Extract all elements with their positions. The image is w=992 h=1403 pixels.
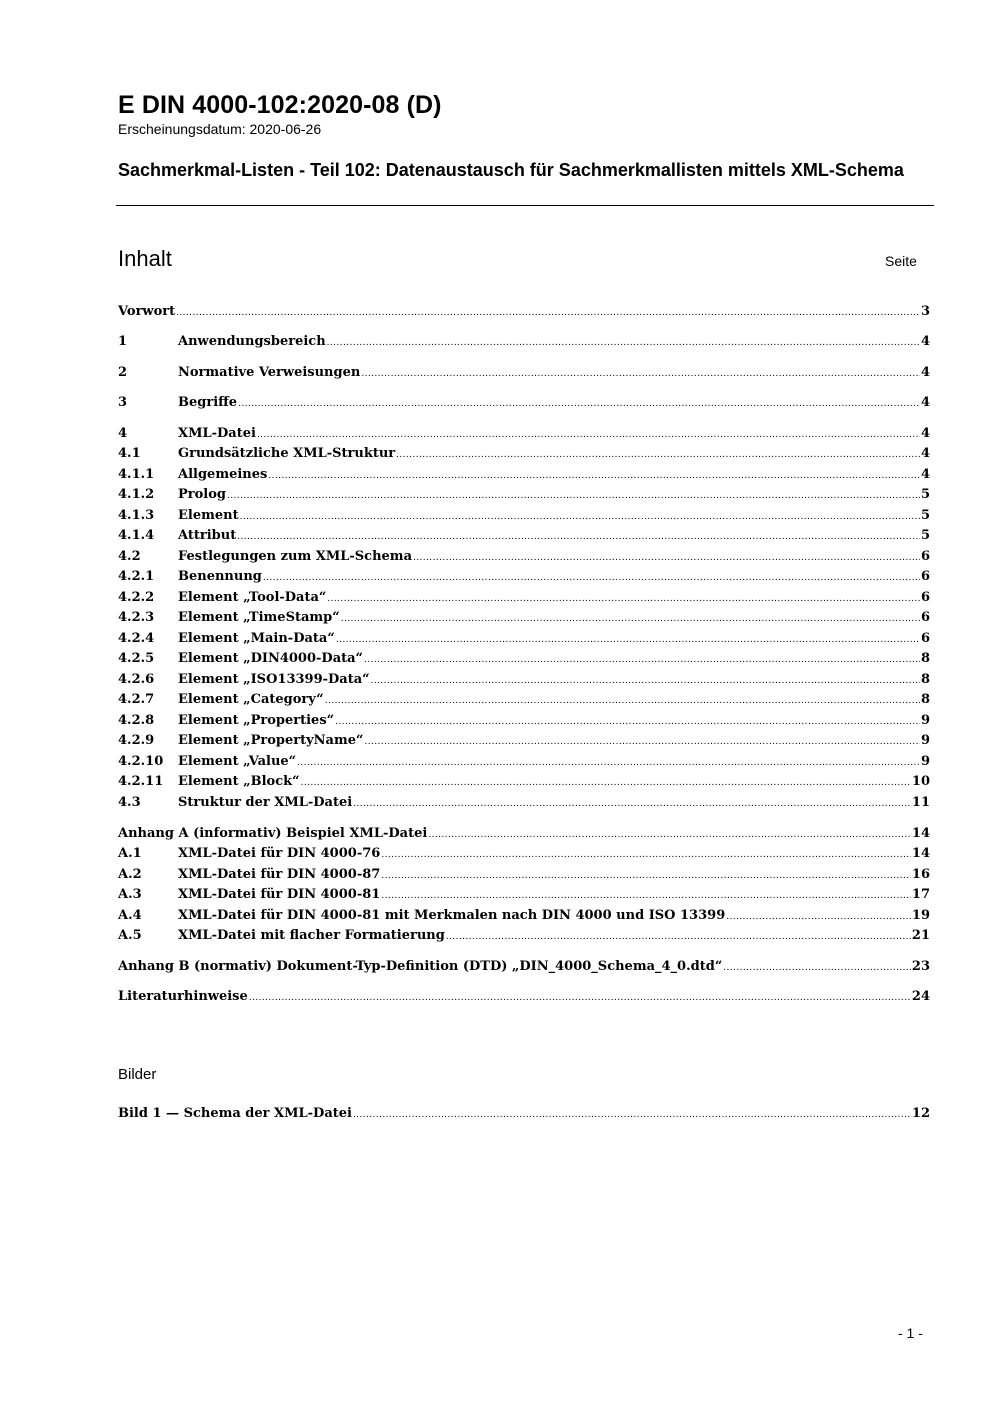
toc-entry[interactable] <box>118 794 930 812</box>
toc-entry-page: 9 <box>920 713 930 728</box>
toc-leader-dots <box>353 795 911 813</box>
toc-entry-title: Vorwort <box>118 304 176 319</box>
toc-entry-page: 6 <box>920 569 930 584</box>
toc-entry-page: 3 <box>920 304 930 319</box>
toc-entry-title: Element „DIN4000-Data“ <box>178 651 364 666</box>
toc-entry-title: Element „ISO13399-Data“ <box>178 672 370 687</box>
toc-entry-title: Element „TimeStamp“ <box>178 610 340 625</box>
toc-entry[interactable] <box>118 712 930 730</box>
toc-entry-title: XML-Datei für DIN 4000-81 mit Merkmalen nach DIN 4000 und ISO 13399 <box>178 908 726 923</box>
footer-page-number: - 1 - <box>898 1325 923 1341</box>
toc-entry-page: 4 <box>920 446 930 461</box>
toc-entry-page: 4 <box>920 334 930 349</box>
toc-entry-title: Normative Verweisungen <box>178 365 361 380</box>
toc-entry-page: 21 <box>911 928 930 943</box>
toc-leader-dots <box>361 365 920 383</box>
toc-entry-page: 5 <box>920 508 930 523</box>
toc-entry-page: 5 <box>920 487 930 502</box>
toc-entry[interactable] <box>118 988 930 1006</box>
toc-entry-title: Element „PropertyName“ <box>178 733 364 748</box>
toc-entry-title: Attribut <box>178 528 237 543</box>
toc-entry-page: 6 <box>920 549 930 564</box>
toc-entry-title: Begriffe <box>178 395 238 410</box>
toc-entry-number: 3 <box>118 395 128 410</box>
toc-entry-page: 6 <box>920 590 930 605</box>
toc-leader-dots <box>176 304 920 322</box>
toc-entry-title: Festlegungen zum XML-Schema <box>178 549 412 564</box>
toc-entry-title: Allgemeines <box>178 467 268 482</box>
toc-entry-title: Benennung <box>178 569 262 584</box>
toc-entry[interactable] <box>118 1105 930 1123</box>
toc-entry-page: 9 <box>920 754 930 769</box>
toc-leader-dots <box>381 867 911 885</box>
toc-entry-page: 11 <box>911 795 930 810</box>
toc-leader-dots <box>240 508 920 526</box>
toc-leader-dots <box>364 651 920 669</box>
toc-leader-dots <box>396 446 920 464</box>
toc-leader-dots <box>325 692 920 710</box>
toc-leader-dots <box>237 528 920 546</box>
toc-entry[interactable] <box>118 303 930 321</box>
toc-entry-page: 23 <box>911 959 930 974</box>
toc-entry[interactable] <box>118 589 930 607</box>
toc-entry[interactable] <box>118 548 930 566</box>
toc-leader-dots <box>371 672 920 690</box>
toc-entry-title: Grundsätzliche XML-Struktur <box>178 446 396 461</box>
toc-entry[interactable] <box>118 671 930 689</box>
toc-leader-dots <box>353 1106 911 1124</box>
toc-entry[interactable] <box>118 886 930 904</box>
toc-entry-title: Anhang B (normativ) Dokument-Typ-Definition (DTD) „DIN_4000_Schema_4_0.dtd“ <box>118 959 723 974</box>
toc-entry-number: 4.2.2 <box>118 590 155 605</box>
toc-entry[interactable] <box>118 825 930 843</box>
toc-leader-dots <box>335 713 920 731</box>
toc-entry-page: 4 <box>920 365 930 380</box>
toc-leader-dots <box>381 887 911 905</box>
toc-entry-number: 4.2.5 <box>118 651 155 666</box>
toc-entry-title: Struktur der XML-Datei <box>178 795 353 810</box>
toc-entry-title: XML-Datei <box>178 426 256 441</box>
toc-entry-number: 4.2.7 <box>118 692 155 707</box>
toc-entry-number: 4.3 <box>118 795 141 810</box>
toc-entry[interactable] <box>118 527 930 545</box>
toc-entry-number: 4.1.2 <box>118 487 155 502</box>
toc-entry-number: 4.2.10 <box>118 754 164 769</box>
toc-entry-page: 14 <box>911 826 930 841</box>
toc-entry[interactable] <box>118 609 930 627</box>
toc-entry-title: Element „Category“ <box>178 692 324 707</box>
header-rule <box>116 205 934 206</box>
toc-entry-number: 4 <box>118 426 128 441</box>
toc-entry-title: XML-Datei für DIN 4000-76 <box>178 846 381 861</box>
toc-entry-number: 4.2.11 <box>118 774 164 789</box>
toc-entry-page: 16 <box>911 867 930 882</box>
toc-entry[interactable] <box>118 691 930 709</box>
toc-entry-page: 19 <box>911 908 930 923</box>
toc-entry-title: XML-Datei für DIN 4000-81 <box>178 887 381 902</box>
toc-entry-page: 8 <box>920 651 930 666</box>
toc-entry-number: 4.2.9 <box>118 733 155 748</box>
toc-leader-dots <box>249 989 911 1007</box>
document-subtitle: Sachmerkmal-Listen - Teil 102: Datenaustausch für Sachmerkmallisten mittels XML-Schema <box>118 160 904 180</box>
toc-entry-title: Bild 1 — Schema der XML-Datei <box>118 1106 352 1121</box>
toc-leader-dots <box>726 908 911 926</box>
toc-entry-title: Element „Tool-Data“ <box>178 590 327 605</box>
toc-leader-dots <box>263 569 920 587</box>
toc-entry[interactable] <box>118 630 930 648</box>
toc-entry-number: 4.1 <box>118 446 141 461</box>
toc-leader-dots <box>268 467 920 485</box>
toc-entry-title: XML-Datei mit flacher Formatierung <box>178 928 445 943</box>
toc-entry-page: 4 <box>920 395 930 410</box>
toc-entry-title: Element „Properties“ <box>178 713 335 728</box>
toc-entry-number: A.3 <box>118 887 142 902</box>
toc-entry[interactable] <box>118 445 930 463</box>
toc-entry-number: 4.2.3 <box>118 610 155 625</box>
toc-entry-title: Anhang A (informativ) Beispiel XML-Datei <box>118 826 428 841</box>
toc-entry-number: 4.2 <box>118 549 141 564</box>
toc-leader-dots <box>428 826 911 844</box>
toc-entry-number: 4.1.3 <box>118 508 155 523</box>
toc-entry-page: 10 <box>911 774 930 789</box>
page-column-label: Seite <box>885 253 917 269</box>
toc-entry[interactable] <box>118 958 930 976</box>
toc-entry[interactable] <box>118 394 930 412</box>
toc-entry[interactable] <box>118 732 930 750</box>
toc-entry[interactable] <box>118 466 930 484</box>
toc-entry-number: 4.2.1 <box>118 569 155 584</box>
toc-entry[interactable] <box>118 507 930 525</box>
toc-entry[interactable] <box>118 907 930 925</box>
toc-entry-title: Literaturhinweise <box>118 989 248 1004</box>
toc-entry[interactable] <box>118 866 930 884</box>
toc-entry-page: 9 <box>920 733 930 748</box>
toc-entry-number: 2 <box>118 365 128 380</box>
toc-entry[interactable] <box>118 927 930 945</box>
toc-entry-page: 4 <box>920 426 930 441</box>
toc-entry-page: 6 <box>920 631 930 646</box>
toc-entry[interactable] <box>118 333 930 351</box>
toc-entry[interactable] <box>118 650 930 668</box>
toc-entry-page: 14 <box>911 846 930 861</box>
toc-entry-title: Prolog <box>178 487 226 502</box>
toc-entry[interactable] <box>118 568 930 586</box>
toc-entry-title: Anwendungsbereich <box>178 334 326 349</box>
toc-entry-page: 6 <box>920 610 930 625</box>
toc-leader-dots <box>364 733 919 751</box>
publication-date: Erscheinungsdatum: 2020-06-26 <box>118 121 322 137</box>
toc-leader-dots <box>723 959 911 977</box>
contents-heading: Inhalt <box>118 246 172 271</box>
toc-entry-page: 8 <box>920 672 930 687</box>
document-title: E DIN 4000-102:2020-08 (D) <box>118 91 442 119</box>
toc-entry[interactable] <box>118 486 930 504</box>
toc-entry-number: 4.1.4 <box>118 528 155 543</box>
toc-leader-dots <box>297 754 920 772</box>
toc-entry[interactable] <box>118 773 930 791</box>
toc-leader-dots <box>341 610 920 628</box>
toc-entry-number: 1 <box>118 334 128 349</box>
toc-leader-dots <box>327 334 920 352</box>
toc-entry-number: 4.2.4 <box>118 631 155 646</box>
toc-leader-dots <box>301 774 911 792</box>
toc-entry[interactable] <box>118 845 930 863</box>
toc-entry-number: A.1 <box>118 846 142 861</box>
toc-entry-number: A.4 <box>118 908 142 923</box>
toc-entry-title: XML-Datei für DIN 4000-87 <box>178 867 381 882</box>
toc-entry[interactable] <box>118 425 930 443</box>
toc-entry-page: 12 <box>911 1106 930 1121</box>
toc-entry-number: A.2 <box>118 867 142 882</box>
toc-leader-dots <box>381 846 911 864</box>
toc-entry-title: Element „Block“ <box>178 774 300 789</box>
toc-leader-dots <box>327 590 920 608</box>
toc-entry-page: 4 <box>920 467 930 482</box>
toc-entry-number: 4.2.8 <box>118 713 155 728</box>
toc-entry-title: Element <box>178 508 239 523</box>
toc-entry-title: Element „Main-Data“ <box>178 631 335 646</box>
toc-leader-dots <box>446 928 911 946</box>
toc-entry[interactable] <box>118 364 930 382</box>
toc-leader-dots <box>227 487 920 505</box>
toc-entry-page: 8 <box>920 692 930 707</box>
toc-leader-dots <box>336 631 920 649</box>
toc-entry-page: 5 <box>920 528 930 543</box>
toc-leader-dots <box>238 395 920 413</box>
toc-entry-number: 4.1.1 <box>118 467 155 482</box>
figures-heading: Bilder <box>118 1066 157 1083</box>
toc-leader-dots <box>413 549 920 567</box>
toc-entry-page: 24 <box>911 989 930 1004</box>
toc-entry-number: 4.2.6 <box>118 672 155 687</box>
toc-leader-dots <box>257 426 920 444</box>
toc-entry[interactable] <box>118 753 930 771</box>
toc-entry-title: Element „Value“ <box>178 754 297 769</box>
toc-entry-page: 17 <box>911 887 930 902</box>
toc-entry-number: A.5 <box>118 928 142 943</box>
